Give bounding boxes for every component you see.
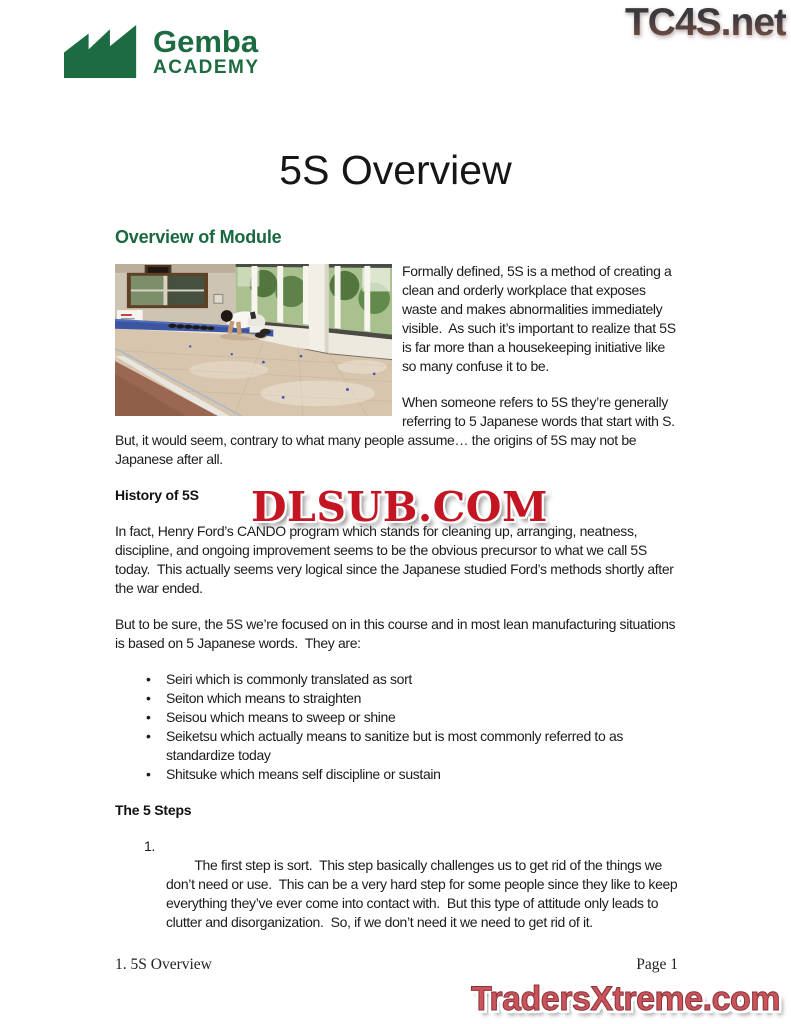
factory-icon [64,25,146,78]
list-item: • Shitsuke which means self discipline or sustain [166,765,681,784]
five-steps-list [115,837,681,951]
watermark-center: DLSUB.COM [251,483,548,531]
module-photo-illustration [115,264,392,416]
list-item-number: 1. [144,838,155,854]
overview-paragraph-1: Formally defined, 5S is a method of creating a clean and orderly workplace that exposes waste and makes abnormalities immediately visible. As such it’s important to realize that 5S is far more than a housekeeping initiative like so many confuse it to be. [402,263,680,374]
list-item: • Seiketsu which actually means to sanitize but is most commonly referred to as standardize today [166,727,681,765]
list-item: • Seiri which is commonly translated as sort [166,670,681,689]
history-paragraph-2: But to be sure, the 5S we’re focused on in this course and in most lean manufacturing situations is based on 5 Japanese words. They are: [115,616,679,651]
document-body [115,262,681,951]
watermark-bottom: TradersXtreme.com [471,980,780,1018]
logo-brand: Gemba [153,24,259,59]
photo-back-window [127,273,208,308]
list-item [144,837,681,951]
five-s-words-list [115,670,681,784]
history-paragraph-1: In fact, Henry Ford’s CANDO program which stands for cleaning up, arranging, neatness, discipline, and ongoing improvement seems to be the obvious precursor to what we call 5S today. This actually seems very logical since the Japanese studied Ford’s methods shortly after the war ended. [115,523,678,596]
steps-heading: The 5 Steps [115,802,192,818]
list-item-text: The first step is sort. This step basically challenges us to get rid of the things we don’t need or use. This can be a very hard step for some people since they like to keep everything they’ve ever come into contact with. But this type of attitude only leads to clutter and disorganization. So, if we don’t need it we need to get rid of it. [166,857,681,930]
page-footer [115,956,678,974]
logo-subtitle: ACADEMY [153,57,260,78]
gemba-academy-logo [64,25,260,78]
footer-section-label: 1. 5S Overview [115,956,212,973]
overview-paragraph-2: When someone refers to 5S they’re generally referring to 5 Japanese words that start with S. But, it would seem, contrary to what many people assume… the origins of 5S may not be Japanese after all. [115,394,682,467]
module-photo [115,264,392,416]
overview-module-heading: Overview of Module [115,227,282,247]
page-title: 5S Overview [279,147,512,193]
footer-page-number: Page 1 [636,956,678,973]
list-item: • Seiton which means to straighten [166,689,681,708]
list-item: • Seisou which means to sweep or shine [166,708,681,727]
watermark-top-right: TC4S.net [624,1,786,44]
logo-text [153,24,260,78]
history-heading: History of 5S [115,487,199,503]
